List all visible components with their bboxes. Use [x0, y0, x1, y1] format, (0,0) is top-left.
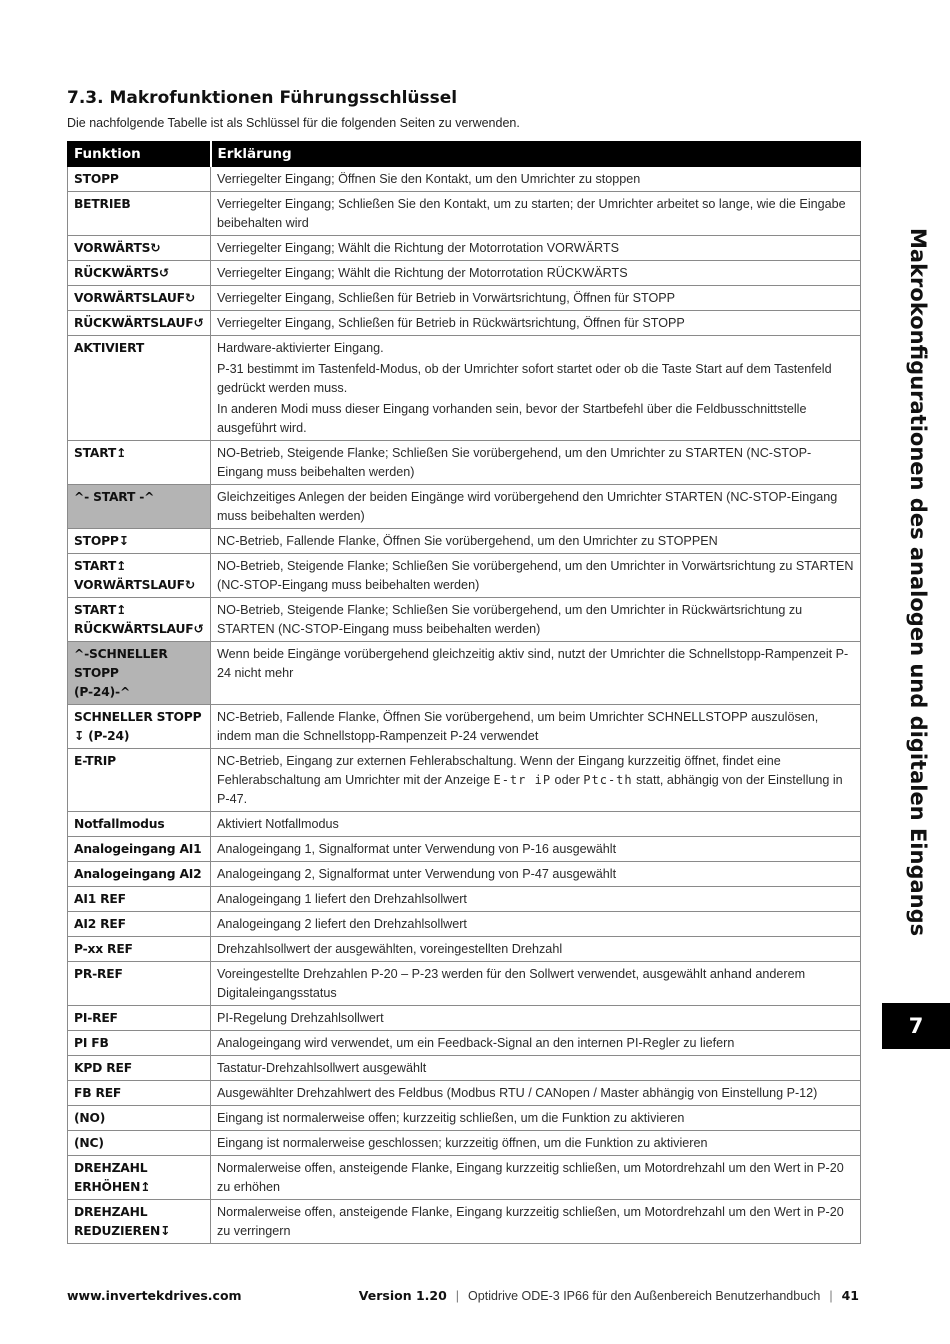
- header-funktion: Funktion: [68, 142, 211, 167]
- explanation-cell: [211, 1056, 861, 1081]
- section-intro: Die nachfolgende Tabelle ist als Schlüssel für die folgenden Seiten zu verwenden.: [67, 116, 520, 130]
- function-cell: [68, 261, 211, 286]
- explanation-cell: [211, 937, 861, 962]
- function-name: Notfallmodus: [74, 817, 165, 831]
- table-row: [68, 962, 861, 1006]
- explanation-text: Wenn beide Eingänge vorübergehend gleichzeitig aktiv sind, nutzt der Umrichter die Schnellstopp-Rampenzeit P-24 nicht mehr: [217, 647, 849, 680]
- function-name: AI2 REF: [74, 917, 126, 931]
- explanation-fragment: NC-Betrieb, Eingang zur externen Fehlerabschaltung. Wenn der Eingang kurzzeitig öffnet, findet eine Fehlerabschaltung am Umrichter mit der Anzeige: [217, 754, 781, 787]
- function-cell: [68, 1006, 211, 1031]
- function-name: (NC): [74, 1136, 104, 1150]
- function-name: FB REF: [74, 1086, 122, 1100]
- function-cell: [68, 705, 211, 749]
- function-name: Analogeingang AI1: [74, 842, 202, 856]
- function-name: PI-REF: [74, 1011, 118, 1025]
- explanation-fragment: statt, abhängig von der Einstellung in P-47.: [217, 773, 843, 806]
- function-name: (P-24)-^: [74, 685, 131, 699]
- function-name: START↥: [74, 446, 127, 460]
- explanation-text: NC-Betrieb, Fallende Flanke, Öffnen Sie vorübergehend, um den Umrichter zu STOPPEN: [217, 534, 718, 548]
- explanation-cell: [211, 1006, 861, 1031]
- explanation-text: [217, 752, 854, 809]
- function-cell: [68, 837, 211, 862]
- function-cell: [68, 192, 211, 236]
- table-row: [68, 441, 861, 485]
- display-code: Ptc-th: [583, 773, 633, 787]
- function-name: Analogeingang AI2: [74, 867, 202, 881]
- display-code: E-tr iP: [493, 773, 552, 787]
- table-row: [68, 1131, 861, 1156]
- explanation-text: NO-Betrieb, Steigende Flanke; Schließen Sie vorübergehend, um den Umrichter in Vorwärtsrichtung zu STARTEN (NC-STOP-Eingang muss beibehalten werden): [217, 559, 854, 592]
- function-cell: [68, 1056, 211, 1081]
- table-row: [68, 1106, 861, 1131]
- explanation-text: Verriegelter Eingang, Schließen für Betrieb in Rückwärtsrichtung, Öffnen für STOPP: [217, 316, 685, 330]
- explanation-cell: [211, 554, 861, 598]
- table-row: [68, 1156, 861, 1200]
- explanation-text: Verriegelter Eingang, Schließen für Betrieb in Vorwärtsrichtung, Öffnen für STOPP: [217, 291, 676, 305]
- function-cell: [68, 167, 211, 192]
- table-row: [68, 336, 861, 441]
- explanation-text: Analogeingang wird verwendet, um ein Feedback-Signal an den internen PI-Regler zu liefern: [217, 1036, 735, 1050]
- table-row: [68, 837, 861, 862]
- footer-manual-title: Optidrive ODE-3 IP66 für den Außenbereich Benutzerhandbuch: [468, 1289, 821, 1303]
- function-cell: [68, 1031, 211, 1056]
- explanation-cell: [211, 1106, 861, 1131]
- explanation-text: PI-Regelung Drehzahlsollwert: [217, 1011, 384, 1025]
- function-cell: [68, 749, 211, 812]
- explanation-cell: [211, 286, 861, 311]
- table-row: [68, 1056, 861, 1081]
- explanation-text: Aktiviert Notfallmodus: [217, 817, 339, 831]
- function-name: SCHNELLER STOPP: [74, 710, 202, 724]
- footer-separator: |: [455, 1289, 460, 1303]
- function-cell: [68, 529, 211, 554]
- function-cell: [68, 812, 211, 837]
- table-row: [68, 812, 861, 837]
- function-cell: [68, 236, 211, 261]
- explanation-text: Analogeingang 2 liefert den Drehzahlsollwert: [217, 917, 467, 931]
- section-title: 7.3. Makrofunktionen Führungsschlüssel: [67, 88, 458, 108]
- explanation-cell: [211, 912, 861, 937]
- explanation-text: Drehzahlsollwert der ausgewählten, voreingestellten Drehzahl: [217, 942, 563, 956]
- function-cell: [68, 642, 211, 705]
- function-cell: [68, 336, 211, 441]
- table-row: [68, 642, 861, 705]
- footer-info: [359, 1288, 859, 1303]
- function-name: REDUZIEREN↧: [74, 1224, 171, 1238]
- explanation-cell: [211, 837, 861, 862]
- table-row: [68, 167, 861, 192]
- explanation-text: Analogeingang 1 liefert den Drehzahlsollwert: [217, 892, 467, 906]
- explanation-text: P-31 bestimmt im Tastenfeld-Modus, ob der Umrichter sofort startet oder ob die Taste Start auf dem Tastenfeld gedrückt werden muss.: [217, 362, 832, 395]
- footer-separator: |: [829, 1289, 833, 1303]
- table-row: [68, 912, 861, 937]
- explanation-cell: [211, 642, 861, 705]
- explanation-text: Normalerweise offen, ansteigende Flanke, Eingang kurzzeitig schließen, um Motordrehzahl um den Wert in P-20 zu erhöhen: [217, 1161, 844, 1194]
- function-name: START↥: [74, 603, 127, 617]
- function-cell: [68, 1081, 211, 1106]
- explanation-text: Analogeingang 2, Signalformat unter Verwendung von P-47 ausgewählt: [217, 867, 617, 881]
- explanation-text: Tastatur-Drehzahlsollwert ausgewählt: [217, 1061, 427, 1075]
- function-name: E-TRIP: [74, 754, 116, 768]
- table-row: [68, 529, 861, 554]
- explanation-cell: [211, 1031, 861, 1056]
- explanation-cell: [211, 705, 861, 749]
- table-row: [68, 887, 861, 912]
- explanation-cell: [211, 529, 861, 554]
- function-cell: [68, 1200, 211, 1244]
- explanation-text: Eingang ist normalerweise offen; kurzzeitig schließen, um die Funktion zu aktivieren: [217, 1111, 685, 1125]
- function-name: BETRIEB: [74, 197, 131, 211]
- table-row: [68, 1006, 861, 1031]
- explanation-text: Verriegelter Eingang; Schließen Sie den Kontakt, um zu starten; der Umrichter arbeitet so lange, wie die Eingabe beibehalten wird: [217, 197, 846, 230]
- function-name: STOPP↧: [74, 534, 129, 548]
- explanation-cell: [211, 1200, 861, 1244]
- explanation-text: In anderen Modi muss dieser Eingang vorhanden sein, bevor der Startbefehl über die Feldbusschnittstelle ausgeführt wird.: [217, 402, 807, 435]
- function-name: (NO): [74, 1111, 106, 1125]
- explanation-text: NO-Betrieb, Steigende Flanke; Schließen Sie vorübergehend, um den Umrichter in Rückwärtsrichtung zu STARTEN (NC-STOP-Eingang muss beibehalten werden): [217, 603, 803, 636]
- function-name: ↧ (P-24): [74, 729, 130, 743]
- header-erklaerung: Erklärung: [211, 142, 861, 167]
- function-name: VORWÄRTSLAUF↻: [74, 578, 195, 592]
- function-cell: [68, 912, 211, 937]
- function-name: VORWÄRTS↻: [74, 241, 161, 255]
- function-cell: [68, 937, 211, 962]
- explanation-cell: [211, 336, 861, 441]
- function-name: AI1 REF: [74, 892, 126, 906]
- chapter-number-badge: 7: [882, 1003, 950, 1049]
- table-row: [68, 1031, 861, 1056]
- function-cell: [68, 962, 211, 1006]
- explanation-cell: [211, 862, 861, 887]
- function-name: DREHZAHL: [74, 1161, 148, 1175]
- function-name: ^-SCHNELLER STOPP: [74, 647, 168, 680]
- table-row: [68, 554, 861, 598]
- table-row: [68, 598, 861, 642]
- function-name: VORWÄRTSLAUF↻: [74, 291, 195, 305]
- function-cell: [68, 862, 211, 887]
- explanation-text: Analogeingang 1, Signalformat unter Verwendung von P-16 ausgewählt: [217, 842, 617, 856]
- explanation-fragment: oder: [551, 773, 584, 787]
- table-row: [68, 485, 861, 529]
- function-cell: [68, 1131, 211, 1156]
- function-name: ERHÖHEN↥: [74, 1180, 151, 1194]
- function-name: RÜCKWÄRTSLAUF↺: [74, 622, 204, 636]
- explanation-text: Verriegelter Eingang; Wählt die Richtung der Motorrotation VORWÄRTS: [217, 241, 620, 255]
- explanation-cell: [211, 1081, 861, 1106]
- explanation-text: Ausgewählter Drehzahlwert des Feldbus (Modbus RTU / CANopen / Master abhängig von Einstellung P-12): [217, 1086, 818, 1100]
- explanation-text: Eingang ist normalerweise geschlossen; kurzzeitig öffnen, um die Funktion zu aktivieren: [217, 1136, 708, 1150]
- function-cell: [68, 311, 211, 336]
- explanation-cell: [211, 261, 861, 286]
- function-name: ^- START -^: [74, 490, 155, 504]
- function-cell: [68, 598, 211, 642]
- function-cell: [68, 286, 211, 311]
- function-name: RÜCKWÄRTSLAUF↺: [74, 316, 204, 330]
- explanation-cell: [211, 485, 861, 529]
- table-row: [68, 1200, 861, 1244]
- explanation-text: Gleichzeitiges Anlegen der beiden Eingänge wird vorübergehend den Umrichter STARTEN (NC-STOP-Eingang muss beibehalten werden): [217, 490, 838, 523]
- table-row: [68, 286, 861, 311]
- function-name: PR-REF: [74, 967, 123, 981]
- explanation-cell: [211, 887, 861, 912]
- explanation-cell: [211, 311, 861, 336]
- table-body: [68, 167, 861, 1244]
- function-cell: [68, 441, 211, 485]
- function-name: RÜCKWÄRTS↺: [74, 266, 169, 280]
- function-cell: [68, 485, 211, 529]
- explanation-cell: [211, 236, 861, 261]
- explanation-cell: [211, 1156, 861, 1200]
- function-name: STOPP: [74, 172, 119, 186]
- explanation-cell: [211, 167, 861, 192]
- function-name: DREHZAHL: [74, 1205, 148, 1219]
- table-row: [68, 705, 861, 749]
- chapter-side-title: Makrokonfigurationen des analogen und digitalen Eingangs: [906, 228, 930, 937]
- explanation-text: Normalerweise offen, ansteigende Flanke, Eingang kurzzeitig schließen, um Motordrehzahl um den Wert in P-20 zu verringern: [217, 1205, 844, 1238]
- table-row: [68, 311, 861, 336]
- function-cell: [68, 554, 211, 598]
- function-cell: [68, 887, 211, 912]
- explanation-text: Verriegelter Eingang; Wählt die Richtung der Motorrotation RÜCKWÄRTS: [217, 266, 628, 280]
- explanation-text: Voreingestellte Drehzahlen P-20 – P-23 werden für den Sollwert verwendet, ausgewählt anhand anderem Digitaleingangsstatus: [217, 967, 806, 1000]
- table-row: [68, 1081, 861, 1106]
- explanation-cell: [211, 812, 861, 837]
- footer-website: www.invertekdrives.com: [67, 1288, 242, 1303]
- explanation-cell: [211, 441, 861, 485]
- function-name: PI FB: [74, 1036, 109, 1050]
- function-name: KPD REF: [74, 1061, 132, 1075]
- function-name: AKTIVIERT: [74, 341, 145, 355]
- table-header-row: [68, 142, 861, 167]
- table-row: [68, 749, 861, 812]
- explanation-cell: [211, 192, 861, 236]
- explanation-text: NO-Betrieb, Steigende Flanke; Schließen Sie vorübergehend, um den Umrichter zu STARTEN (NC-STOP-Eingang muss beibehalten werden): [217, 446, 812, 479]
- explanation-cell: [211, 962, 861, 1006]
- function-cell: [68, 1156, 211, 1200]
- table-row: [68, 236, 861, 261]
- explanation-cell: [211, 749, 861, 812]
- table-row: [68, 937, 861, 962]
- function-cell: [68, 1106, 211, 1131]
- explanation-text: Verriegelter Eingang; Öffnen Sie den Kontakt, um den Umrichter zu stoppen: [217, 172, 641, 186]
- explanation-cell: [211, 598, 861, 642]
- table-row: [68, 261, 861, 286]
- table-row: [68, 862, 861, 887]
- macro-key-table: [67, 141, 861, 1244]
- function-name: START↥: [74, 559, 127, 573]
- function-name: P-xx REF: [74, 942, 133, 956]
- explanation-cell: [211, 1131, 861, 1156]
- page-number: 41: [841, 1288, 859, 1303]
- footer-version: Version 1.20: [358, 1288, 447, 1303]
- table-row: [68, 192, 861, 236]
- explanation-text: Hardware-aktivierter Eingang.: [217, 341, 384, 355]
- explanation-text: NC-Betrieb, Fallende Flanke, Öffnen Sie vorübergehend, um beim Umrichter SCHNELLSTOPP auszulösen, indem man die Schnellstopp-Rampenzeit P-24 verwendet: [217, 710, 819, 743]
